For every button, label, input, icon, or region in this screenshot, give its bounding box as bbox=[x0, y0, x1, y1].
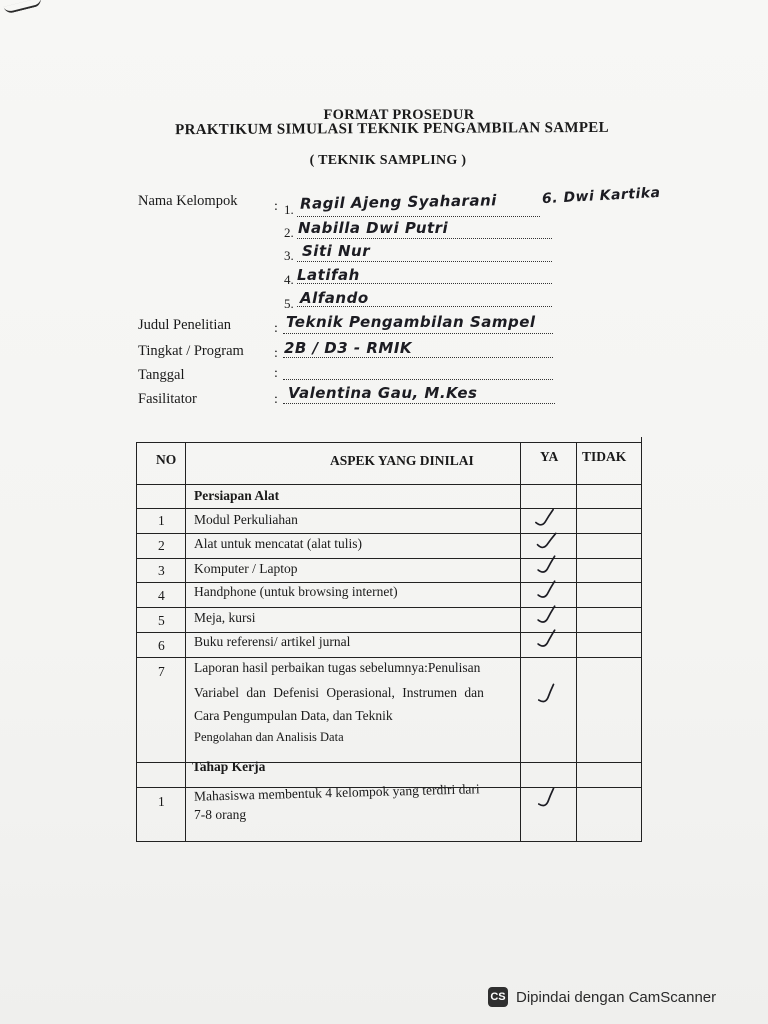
row-aspek: Handphone (untuk browsing internet) bbox=[194, 584, 398, 599]
row-no: 1 bbox=[158, 513, 165, 528]
row-no: 4 bbox=[158, 588, 165, 603]
member-name-5: Alfando bbox=[300, 289, 369, 307]
colon: : bbox=[274, 392, 278, 407]
header-tidak: TIDAK bbox=[582, 449, 627, 464]
member-name-4: Latifah bbox=[297, 266, 360, 284]
dotted-line bbox=[283, 379, 553, 380]
label-nama-kelompok: Nama Kelompok bbox=[138, 193, 238, 209]
label-fasilitator: Fasilitator bbox=[138, 391, 197, 407]
dotted-line bbox=[297, 238, 552, 239]
row-aspek: Komputer / Laptop bbox=[194, 561, 298, 576]
camscanner-text: Dipindai dengan CamScanner bbox=[516, 988, 717, 1006]
row-no: 1 bbox=[158, 794, 165, 809]
row-aspek-line: Cara Pengumpulan Data, dan Teknik bbox=[194, 708, 393, 723]
colon: : bbox=[274, 321, 278, 336]
header-no: NO bbox=[156, 452, 177, 467]
check-icon bbox=[534, 787, 560, 809]
tingkat-value: 2B / D3 - RMIK bbox=[284, 339, 413, 357]
dotted-line bbox=[297, 216, 540, 217]
label-tanggal: Tanggal bbox=[138, 367, 185, 383]
check-icon bbox=[534, 683, 560, 705]
dotted-line bbox=[283, 403, 555, 404]
fasilitator-value: Valentina Gau, M.Kes bbox=[288, 384, 478, 402]
row-no: 3 bbox=[158, 563, 165, 578]
assessment-table bbox=[136, 437, 642, 843]
row-aspek-line: Variabel dan Defenisi Operasional, Instrumen dan bbox=[194, 685, 484, 700]
dotted-line bbox=[283, 333, 553, 334]
member-no-5: 5. bbox=[284, 296, 294, 311]
row-no: 6 bbox=[158, 638, 165, 653]
title-praktikum: PRAKTIKUM SIMULASI TEKNIK PENGAMBILAN SAMPEL bbox=[175, 119, 609, 139]
title-teknik-sampling: ( TEKNIK SAMPLING ) bbox=[309, 153, 467, 168]
member-no-3: 3. bbox=[284, 248, 294, 263]
member-name-2: Nabilla Dwi Putri bbox=[298, 219, 449, 237]
member-name-6: 6. Dwi Kartika bbox=[541, 184, 661, 208]
label-tingkat-program: Tingkat / Program bbox=[138, 343, 244, 359]
row-aspek-line: Pengolahan dan Analisis Data bbox=[194, 730, 344, 744]
header-aspek: ASPEK YANG DINILAI bbox=[330, 453, 474, 468]
row-aspek-line: Mahasiswa membentuk 4 kelompok yang terdiri dari bbox=[193, 781, 480, 804]
camscanner-watermark bbox=[488, 986, 716, 1008]
row-aspek: Alat untuk mencatat (alat tulis) bbox=[194, 536, 362, 551]
pen-mark bbox=[4, 0, 43, 14]
row-aspek: Modul Perkuliahan bbox=[194, 512, 298, 527]
member-name-1: Ragil Ajeng Syaharani bbox=[299, 191, 497, 213]
row-aspek-line: 7-8 orang bbox=[194, 807, 247, 822]
member-no-4: 4. bbox=[284, 272, 294, 287]
colon: : bbox=[274, 346, 278, 361]
member-name-3: Siti Nur bbox=[302, 242, 371, 260]
judul-value: Teknik Pengambilan Sampel bbox=[286, 313, 536, 331]
title-format-prosedur: FORMAT PROSEDUR bbox=[323, 107, 475, 123]
row-no: 5 bbox=[158, 613, 165, 628]
member-no-1: 1. bbox=[284, 202, 294, 217]
row-aspek: Meja, kursi bbox=[194, 610, 256, 625]
colon: : bbox=[274, 199, 278, 214]
dotted-line bbox=[283, 357, 553, 358]
label-judul-penelitian: Judul Penelitian bbox=[138, 317, 232, 333]
check-icon bbox=[535, 532, 559, 550]
row-no: 7 bbox=[158, 664, 165, 679]
dotted-line bbox=[297, 261, 552, 262]
row-aspek-line: Laporan hasil perbaikan tugas sebelumnya:Penulisan bbox=[194, 660, 481, 675]
header-ya: YA bbox=[540, 449, 559, 464]
member-no-2: 2. bbox=[284, 225, 294, 240]
section-tahap-kerja: Tahap Kerja bbox=[192, 759, 266, 774]
section-persiapan-alat: Persiapan Alat bbox=[194, 488, 280, 503]
row-aspek: Buku referensi/ artikel jurnal bbox=[194, 634, 351, 649]
row-no: 2 bbox=[158, 538, 165, 553]
camscanner-logo-icon: CS bbox=[488, 987, 508, 1007]
check-icon bbox=[533, 508, 558, 527]
colon: : bbox=[274, 366, 278, 381]
